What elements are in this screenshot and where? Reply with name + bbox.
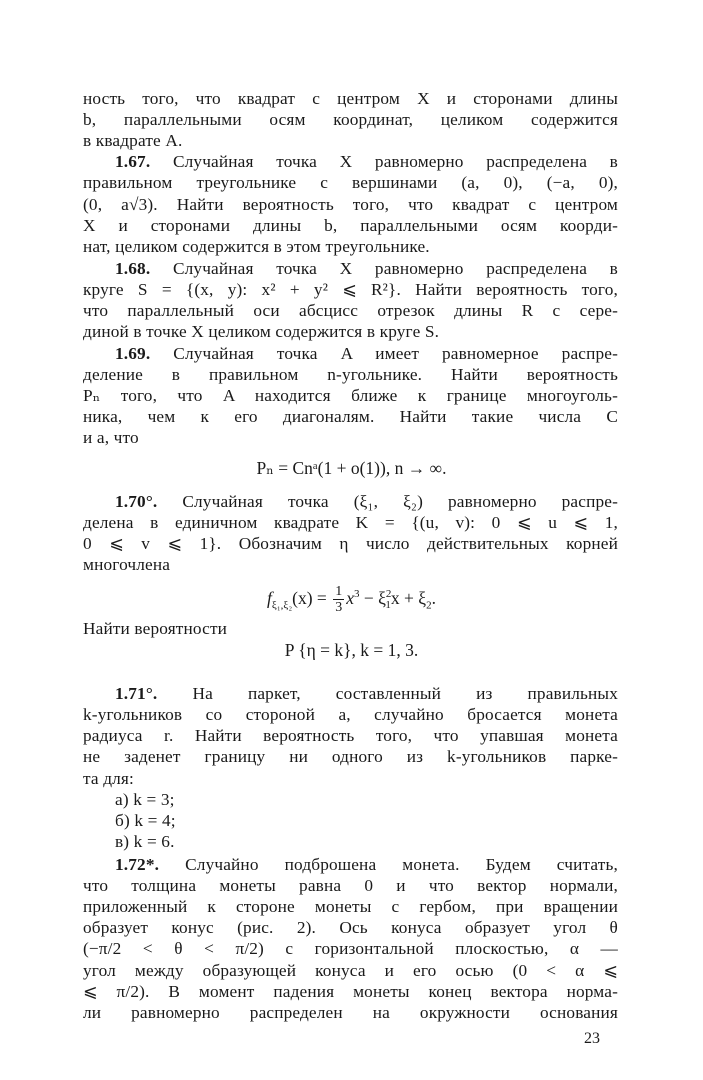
- text-line: (0, a√3). Найти вероятность того, что квадрат с центром: [83, 195, 618, 214]
- fraction: [333, 584, 344, 615]
- text-line: ⩽ π/2). В момент падения монеты конец вектора норма-: [83, 982, 618, 1001]
- formula-probability: P {η = k}, k = 1, 3.: [284, 640, 419, 660]
- text-line: что толщина монеты равна 0 и что вектор нормали,: [83, 876, 618, 895]
- text-line: правильном треугольнике с вершинами (a, 0), (−a, 0),: [83, 173, 618, 192]
- text: Случайная точка X равномерно распределена в: [172, 152, 618, 171]
- text-line: в квадрате A.: [83, 131, 183, 150]
- formula-part: − ξ: [359, 587, 386, 608]
- formula-part: 2: [385, 588, 392, 600]
- text-line: та для:: [83, 769, 134, 788]
- text-line: делена в единичном квадрате K = {(u, v): 0 ⩽ u ⩽ 1,: [83, 513, 618, 532]
- problem-number: 1.72*.: [115, 855, 160, 874]
- text-line: 0 ⩽ v ⩽ 1}. Обозначим η число действительных корней: [83, 534, 618, 553]
- formula-part: (x) =: [292, 587, 327, 608]
- text-line: деление в правильном n-угольнике. Найти вероятность: [83, 365, 618, 384]
- formula-part: 2: [426, 599, 432, 612]
- formula-part: 1: [385, 599, 391, 612]
- text-line: диной в точке X целиком содержится в круге S.: [83, 322, 440, 341]
- formula-part: .: [431, 587, 436, 608]
- formula-part: x + ξ: [390, 587, 427, 608]
- formula-part: f: [267, 587, 272, 608]
- text-line: многочлена: [83, 555, 171, 574]
- text-line: ника, чем к его диагоналям. Найти такие числа C: [83, 407, 618, 426]
- problem-number: 1.67.: [115, 152, 151, 171]
- list-item: в) k = 6.: [115, 832, 175, 851]
- text-line: радиуса r. Найти вероятность того, что упавшая монета: [83, 726, 618, 745]
- formula-part: x: [346, 587, 354, 608]
- numerator: 1: [335, 584, 343, 600]
- problem-number: 1.69.: [115, 344, 151, 363]
- problem-1-67-first-line: [115, 151, 618, 172]
- list-item: а) k = 3;: [115, 790, 175, 809]
- text-line: b, параллельными осям координат, целиком содержится: [83, 110, 618, 129]
- text-line: не заденет границу ни одного из k-угольников парке-: [83, 747, 618, 766]
- text-line: и a, что: [83, 428, 139, 447]
- problem-number: 1.68.: [115, 259, 151, 278]
- text-line: приложенный к стороне монеты с гербом, при вращении: [83, 897, 618, 916]
- problem-1-68-first-line: [115, 258, 618, 279]
- page-number: 23: [584, 1030, 600, 1047]
- problem-number: 1.71°.: [115, 684, 158, 703]
- denominator: 3: [335, 600, 343, 616]
- text: Случайная точка X равномерно распределена в: [172, 259, 618, 278]
- text-line: угол между образующей конуса и его осью (0 < α ⩽: [83, 961, 618, 980]
- text-line: ли равномерно распределен на окружности основания: [83, 1003, 618, 1022]
- text-line: круге S = {(x, y): x² + y² ⩽ R²}. Найти вероятность того,: [83, 280, 618, 299]
- text: Случайная точка (ξ₁, ξ₂) равномерно распре-: [182, 492, 618, 511]
- formula-pn: Pₙ = Cnᵃ(1 + o(1)), n → ∞.: [256, 458, 447, 478]
- text-line: (−π/2 < θ < π/2) с горизонтальной плоскостью, α —: [83, 939, 618, 958]
- problem-1-69-first-line: [115, 343, 618, 364]
- text-line: k-угольников со стороной a, случайно бросается монета: [83, 705, 618, 724]
- text-line: ность того, что квадрат с центром X и сторонами длины: [83, 89, 618, 108]
- text-line: X и сторонами длины b, параллельными осям коорди-: [83, 216, 618, 235]
- text: Случайно подброшена монета. Будем считать,: [185, 855, 618, 874]
- list-item: б) k = 4;: [115, 811, 176, 830]
- problem-1-71-first-line: [115, 683, 618, 704]
- text-line: Найти вероятности: [83, 619, 228, 638]
- formula-part: 3: [353, 588, 360, 600]
- formula-polynomial: [0, 582, 703, 617]
- text-line: что параллельный оси абсцисс отрезок длины R с сере-: [83, 301, 618, 320]
- problem-1-72-first-line: [115, 854, 618, 875]
- text-line: нат, целиком содержится в этом треугольнике.: [83, 237, 430, 256]
- text-line: Pₙ того, что A находится ближе к границе многоуголь-: [83, 386, 618, 405]
- text: На паркет, составленный из правильных: [192, 684, 618, 703]
- problem-1-70-first-line: [115, 491, 618, 512]
- text: Случайная точка A имеет равномерное распре-: [173, 344, 618, 363]
- problem-number: 1.70°.: [115, 492, 158, 511]
- formula-part: ξ₁,ξ₂: [271, 599, 293, 612]
- text-line: образует конус (рис. 2). Ось конуса образует угол θ: [83, 918, 618, 937]
